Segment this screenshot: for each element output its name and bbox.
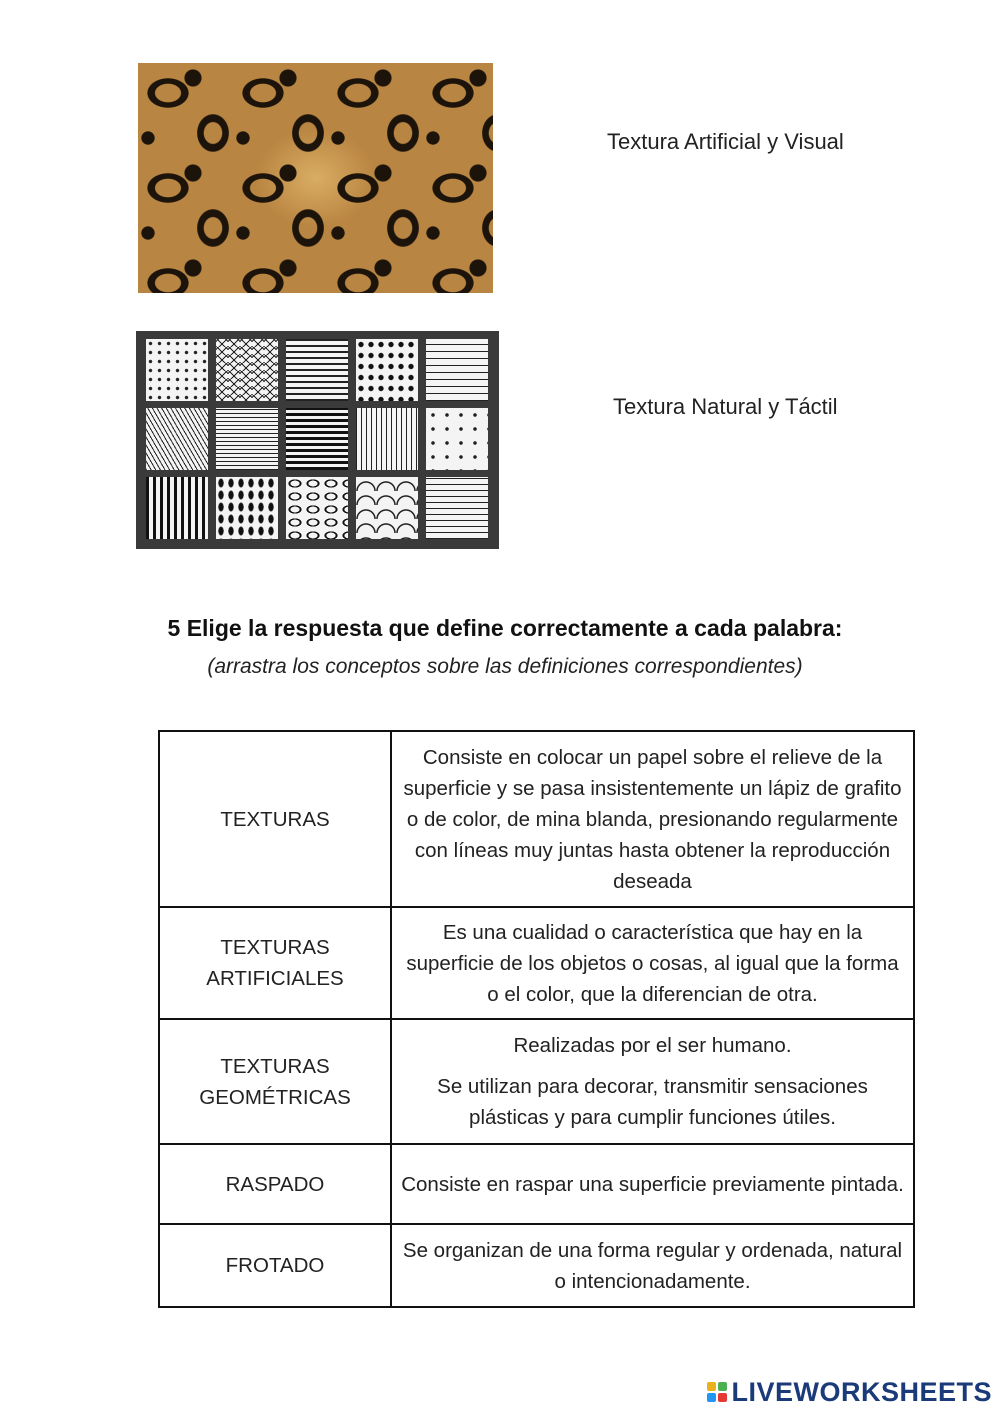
pattern-tile [286, 408, 348, 470]
definition-text: Es una cualidad o característica que hay en la superficie de los objetos o cosas, al igual que la forma o el color, que la diferencian de otra. [406, 920, 899, 1006]
leopard-texture-image [138, 63, 493, 293]
pattern-tile [426, 477, 488, 539]
pattern-tile [286, 477, 348, 539]
patterns-caption: Textura Natural y Táctil [613, 394, 838, 419]
patterns-texture-image [136, 331, 499, 549]
definition-text: Se organizan de una forma regular y ordenada, natural o intencionadamente. [402, 1238, 903, 1293]
pattern-tile [146, 477, 208, 539]
logo-square [718, 1393, 727, 1402]
definition-text: Consiste en raspar una superficie previamente pintada. [401, 1172, 904, 1196]
liveworksheets-logo[interactable] [707, 1376, 992, 1408]
pattern-tile [426, 408, 488, 470]
pattern-tile [146, 408, 208, 470]
pattern-tile [286, 339, 348, 401]
leopard-caption: Textura Artificial y Visual [607, 129, 844, 154]
logo-mark-icon [707, 1382, 727, 1402]
logo-square [718, 1382, 727, 1391]
pattern-tile [216, 408, 278, 470]
pattern-tile [146, 339, 208, 401]
definition-cell[interactable] [391, 1019, 914, 1144]
pattern-tile [356, 339, 418, 401]
pattern-tile [356, 477, 418, 539]
term-cell[interactable]: TEXTURAS [159, 731, 391, 907]
table-row [159, 1224, 914, 1307]
definition-text: Consiste en colocar un papel sobre el relieve de la superficie y se pasa insistentemente un lápiz de grafito o de color, de mina blanda, presionando regularmente con líneas muy juntas hasta obtener la reproducción deseada [403, 745, 902, 893]
pattern-tile [426, 339, 488, 401]
logo-square [707, 1382, 716, 1391]
matching-table [158, 730, 915, 1308]
logo-text: LIVEWORKSHEETS [731, 1376, 992, 1407]
definition-cell[interactable] [391, 731, 914, 907]
table-row [159, 1144, 914, 1224]
table-row [159, 1019, 914, 1144]
pattern-tile [356, 408, 418, 470]
exercise-instruction: (arrastra los conceptos sobre las definiciones correspondientes) [207, 655, 803, 678]
definition-cell[interactable] [391, 1144, 914, 1224]
term-cell[interactable]: TEXTURAS ARTIFICIALES [159, 907, 391, 1019]
exercise-title: 5 Elige la respuesta que define correctamente a cada palabra: [167, 615, 843, 641]
term-cell[interactable]: FROTADO [159, 1224, 391, 1307]
definition-cell[interactable] [391, 907, 914, 1019]
logo-square [707, 1393, 716, 1402]
definition-text: Se utilizan para decorar, transmitir sensaciones plásticas y para cumplir funciones útiles. [437, 1075, 868, 1129]
table-row [159, 907, 914, 1019]
pattern-tile [216, 339, 278, 401]
definition-cell[interactable] [391, 1224, 914, 1307]
table-row [159, 731, 914, 907]
term-cell[interactable]: RASPADO [159, 1144, 391, 1224]
pattern-tile [216, 477, 278, 539]
definition-text: Realizadas por el ser humano. [513, 1034, 792, 1057]
term-cell[interactable]: TEXTURAS GEOMÉTRICAS [159, 1019, 391, 1144]
